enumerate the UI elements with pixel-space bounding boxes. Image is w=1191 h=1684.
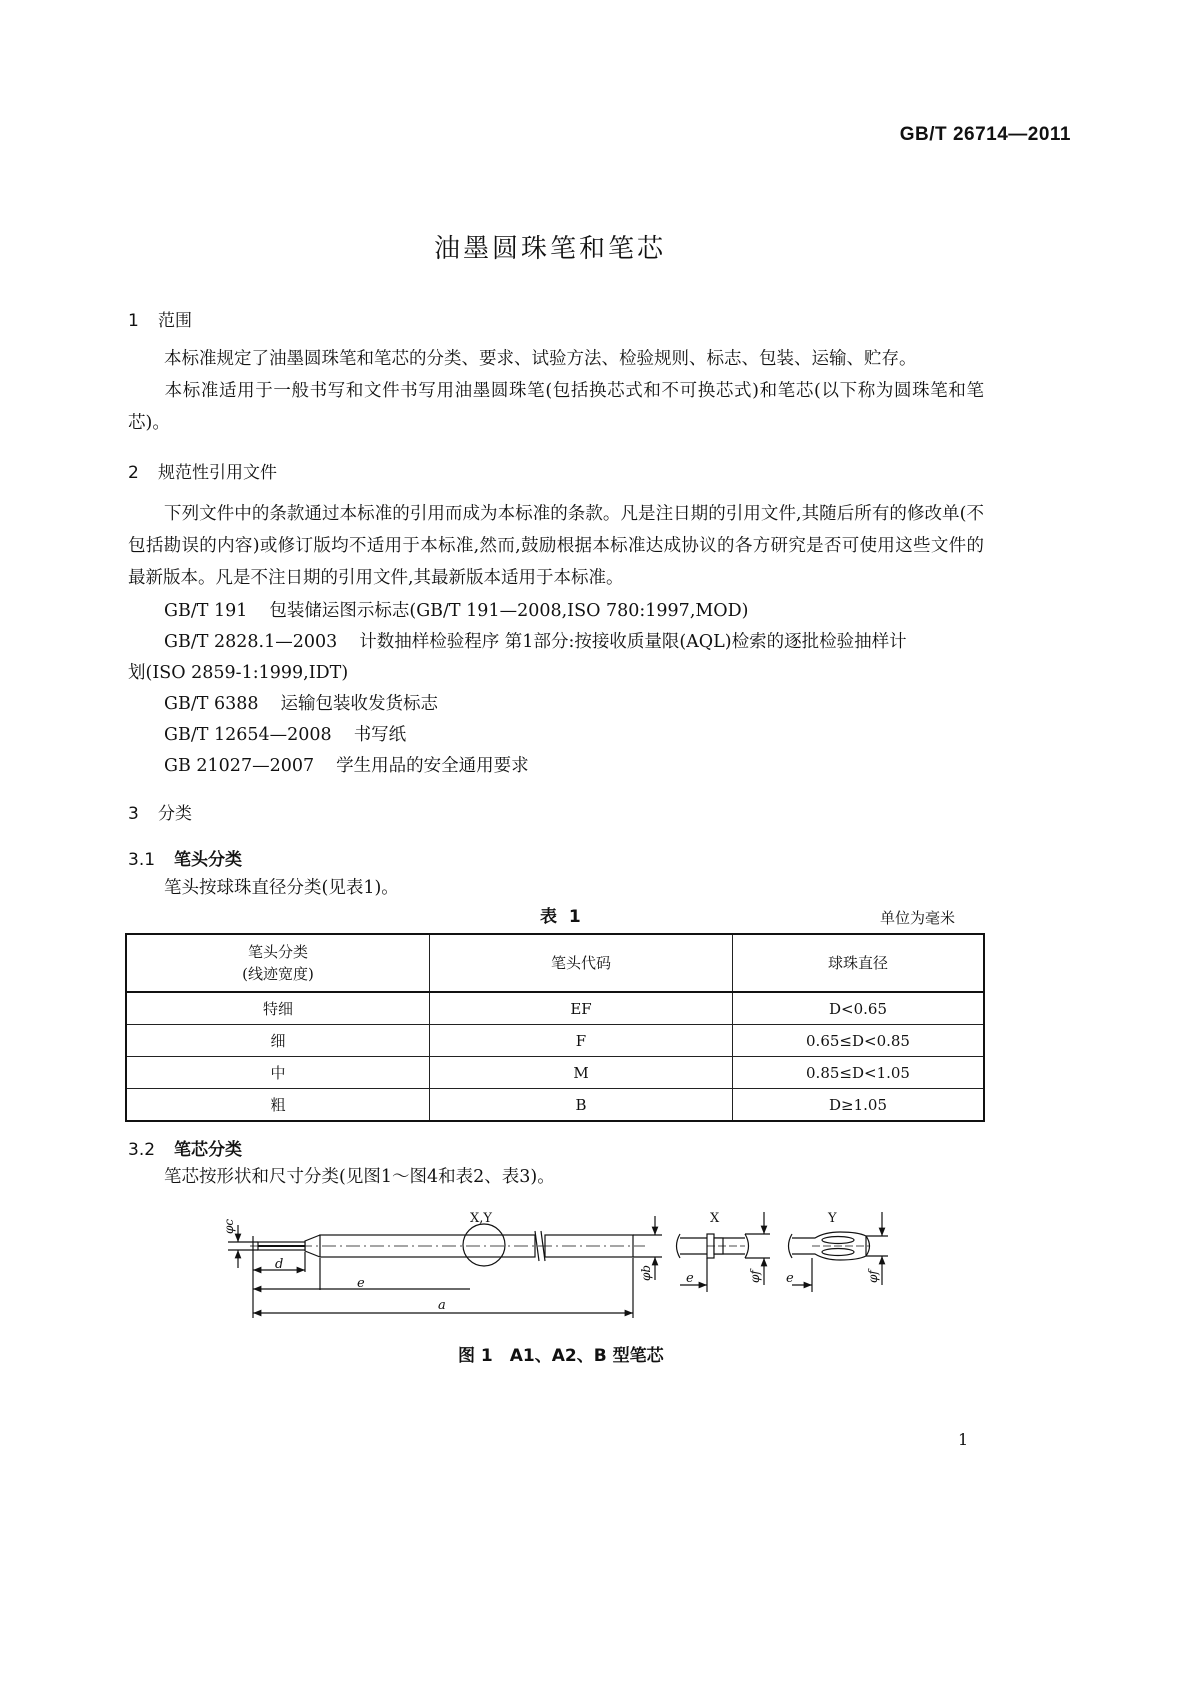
section-title: 笔头分类 <box>174 850 242 870</box>
label-phi-c: φc <box>222 1218 236 1234</box>
reference-item: GB/T 6388 运输包装收发货标志 <box>164 694 439 714</box>
section-2-paragraph-1: 下列文件中的条款通过本标准的引用而成为本标准的条款。凡是注日期的引用文件,其随后所有的修改单(不包括勘误的内容)或修订版均不适用于本标准,然而,鼓励根据本标准达成协议的各方研究是否可使用这些文件的最新版本。凡是不注日期的引用文件,其最新版本适用于本标准。 <box>128 504 984 588</box>
reference-item: GB 21027—2007 学生用品的安全通用要求 <box>164 756 529 776</box>
reference-item: GB/T 191 包装储运图示标志(GB/T 191—2008,ISO 780:1997,MOD) <box>164 601 749 621</box>
section-title: 范围 <box>158 311 192 331</box>
label-phi-f-y: φf <box>866 1270 880 1283</box>
section-number: 3.2 <box>128 1140 156 1160</box>
reference-item: GB/T 12654—2008 书写纸 <box>164 725 407 745</box>
cell-category: 特细 <box>126 992 430 1025</box>
reference-item: GB/T 2828.1—2003 计数抽样检验程序 第1部分:按接收质量限(AQL)检索的逐批检验抽样计 <box>164 632 907 652</box>
label-e-y: e <box>786 1271 794 1286</box>
section-number: 3 <box>128 804 139 824</box>
detail-y-slot <box>822 1237 854 1244</box>
cell-code: B <box>430 1089 733 1122</box>
column-header-diameter: 球珠直径 <box>733 934 985 992</box>
figure-1-caption: 图 1 A1、A2、B 型笔芯 <box>458 1346 664 1366</box>
page-number: 1 <box>958 1430 969 1449</box>
section-title: 笔芯分类 <box>174 1140 242 1160</box>
label-d: d <box>275 1257 284 1272</box>
label-e: e <box>357 1276 365 1291</box>
table-1-unit: 单位为毫米 <box>880 909 956 927</box>
cell-diameter: D≥1.05 <box>733 1089 985 1122</box>
section-1-paragraph-1: 本标准规定了油墨圆珠笔和笔芯的分类、要求、试验方法、检验规则、标志、包装、运输、贮存。 <box>164 349 917 369</box>
cell-category: 粗 <box>126 1089 430 1122</box>
label-a: a <box>438 1298 446 1313</box>
cell-code: M <box>430 1057 733 1089</box>
column-header-category: 笔头分类 (线迹宽度) <box>126 934 430 992</box>
section-1-paragraph-2: 本标准适用于一般书写和文件书写用油墨圆珠笔(包括换芯式和不可换芯式)和笔芯(以下称为圆珠笔和笔芯)。 <box>128 381 984 433</box>
label-y: Y <box>828 1211 837 1226</box>
detail-y-slot <box>822 1249 854 1256</box>
section-number: 2 <box>128 463 139 483</box>
cell-code: F <box>430 1025 733 1057</box>
section-number: 3.1 <box>128 850 156 870</box>
label-xy: X,Y <box>470 1211 492 1226</box>
cell-category: 细 <box>126 1025 430 1057</box>
label-x: X <box>710 1211 720 1226</box>
document-title: 油墨圆珠笔和笔芯 <box>433 234 666 264</box>
cell-code: EF <box>430 992 733 1025</box>
cell-category: 中 <box>126 1057 430 1089</box>
standard-number: GB/T 26714—2011 <box>899 124 1071 145</box>
section-3-1-paragraph: 笔头按球珠直径分类(见表1)。 <box>164 878 399 898</box>
label-phi-b: φb <box>639 1264 653 1281</box>
section-3-2-paragraph: 笔芯按形状和尺寸分类(见图1～图4和表2、表3)。 <box>164 1167 555 1187</box>
label-e-x: e <box>686 1271 694 1286</box>
column-header-code: 笔头代码 <box>430 934 733 992</box>
section-title: 分类 <box>158 804 192 824</box>
cell-diameter: 0.85≤D<1.05 <box>733 1057 985 1089</box>
table-1-caption: 表 1 <box>540 907 584 927</box>
label-phi-f-x: φf <box>748 1270 762 1283</box>
reference-item-continued: 划(ISO 2859-1:1999,IDT) <box>128 663 349 683</box>
section-title: 规范性引用文件 <box>158 463 277 483</box>
cell-diameter: 0.65≤D<0.85 <box>733 1025 985 1057</box>
section-number: 1 <box>128 311 139 331</box>
cell-diameter: D<0.65 <box>733 992 985 1025</box>
